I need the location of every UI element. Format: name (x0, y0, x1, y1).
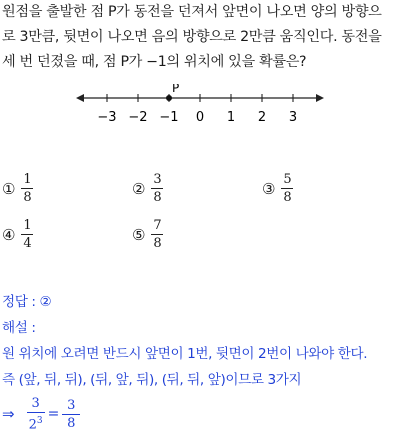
tick-label: −1 (159, 110, 179, 125)
tick-label: −3 (97, 110, 117, 125)
tick-label: 1 (226, 110, 236, 125)
option-3-numerator: 5 (283, 172, 292, 187)
option-2-numerator: 3 (153, 172, 162, 187)
explanation-title: 해설 : (2, 320, 36, 336)
power-exponent: 3 (36, 416, 43, 426)
option-3-number: ③ (262, 179, 276, 198)
option-2-denominator: 8 (153, 190, 162, 205)
question-line-1: 원점을 출발한 점 P가 동전을 던져서 앞면이 나오면 양의 방향으 (2, 4, 382, 20)
equals-sign: = (47, 406, 60, 423)
option-3[interactable] (262, 172, 293, 205)
fraction-3-over-2-cubed (27, 396, 45, 432)
option-4-denominator: 4 (23, 236, 32, 251)
option-2-number: ② (132, 179, 146, 198)
fraction-2-denominator: 8 (67, 415, 76, 431)
option-1-numerator: 1 (23, 172, 32, 187)
explanation-line-1: 원 위치에 오려면 반드시 앞면이 1번, 뒷면이 2번이 나와야 한다. (2, 346, 368, 362)
option-5-numerator: 7 (153, 218, 162, 233)
fraction-3-over-8 (62, 398, 80, 431)
explanation-line-2: 즉 (앞, 뒤, 뒤), (뒤, 앞, 뒤), (뒤, 뒤, 앞)이므로 3가지 (2, 372, 302, 388)
question-line-3: 세 번 던졌을 때, 점 P가 −1의 위치에 있을 확률은? (2, 54, 307, 70)
option-4-fraction (21, 218, 33, 251)
option-3-fraction (281, 172, 293, 205)
option-5[interactable] (132, 218, 163, 251)
option-2[interactable] (132, 172, 163, 205)
implies-arrow: ⇒ (2, 405, 15, 424)
option-1[interactable] (2, 172, 33, 205)
tick-label: 2 (257, 110, 267, 125)
option-5-fraction (151, 218, 163, 251)
question-text (2, 0, 398, 75)
option-4-numerator: 1 (23, 218, 32, 233)
point-p (166, 95, 172, 101)
option-1-number: ① (2, 179, 16, 198)
question-line-2: 로 3만큼, 뒷면이 나오면 음의 방향으로 2만큼 움직인다. 동전을 (2, 29, 382, 45)
option-1-fraction (21, 172, 33, 205)
option-4-number: ④ (2, 225, 16, 244)
left-arrow-icon (76, 94, 84, 102)
option-4[interactable] (2, 218, 33, 251)
option-2-fraction (151, 172, 163, 205)
fraction-1-denominator (29, 414, 43, 432)
right-arrow-icon (316, 94, 324, 102)
point-p-label: P (172, 84, 180, 95)
fraction-1-numerator: 3 (31, 396, 40, 411)
final-calculation (2, 396, 80, 432)
tick-label: −2 (128, 110, 148, 125)
option-5-number: ⑤ (132, 225, 146, 244)
number-line (76, 84, 326, 130)
option-3-denominator: 8 (283, 190, 292, 205)
tick-label: 0 (195, 110, 205, 125)
tick-label: 3 (288, 110, 298, 125)
option-1-denominator: 8 (23, 190, 32, 205)
fraction-2-numerator: 3 (67, 397, 76, 413)
power-base: 2 (28, 417, 37, 432)
option-5-denominator: 8 (153, 236, 162, 251)
answer-label: 정답 : ② (2, 294, 52, 310)
